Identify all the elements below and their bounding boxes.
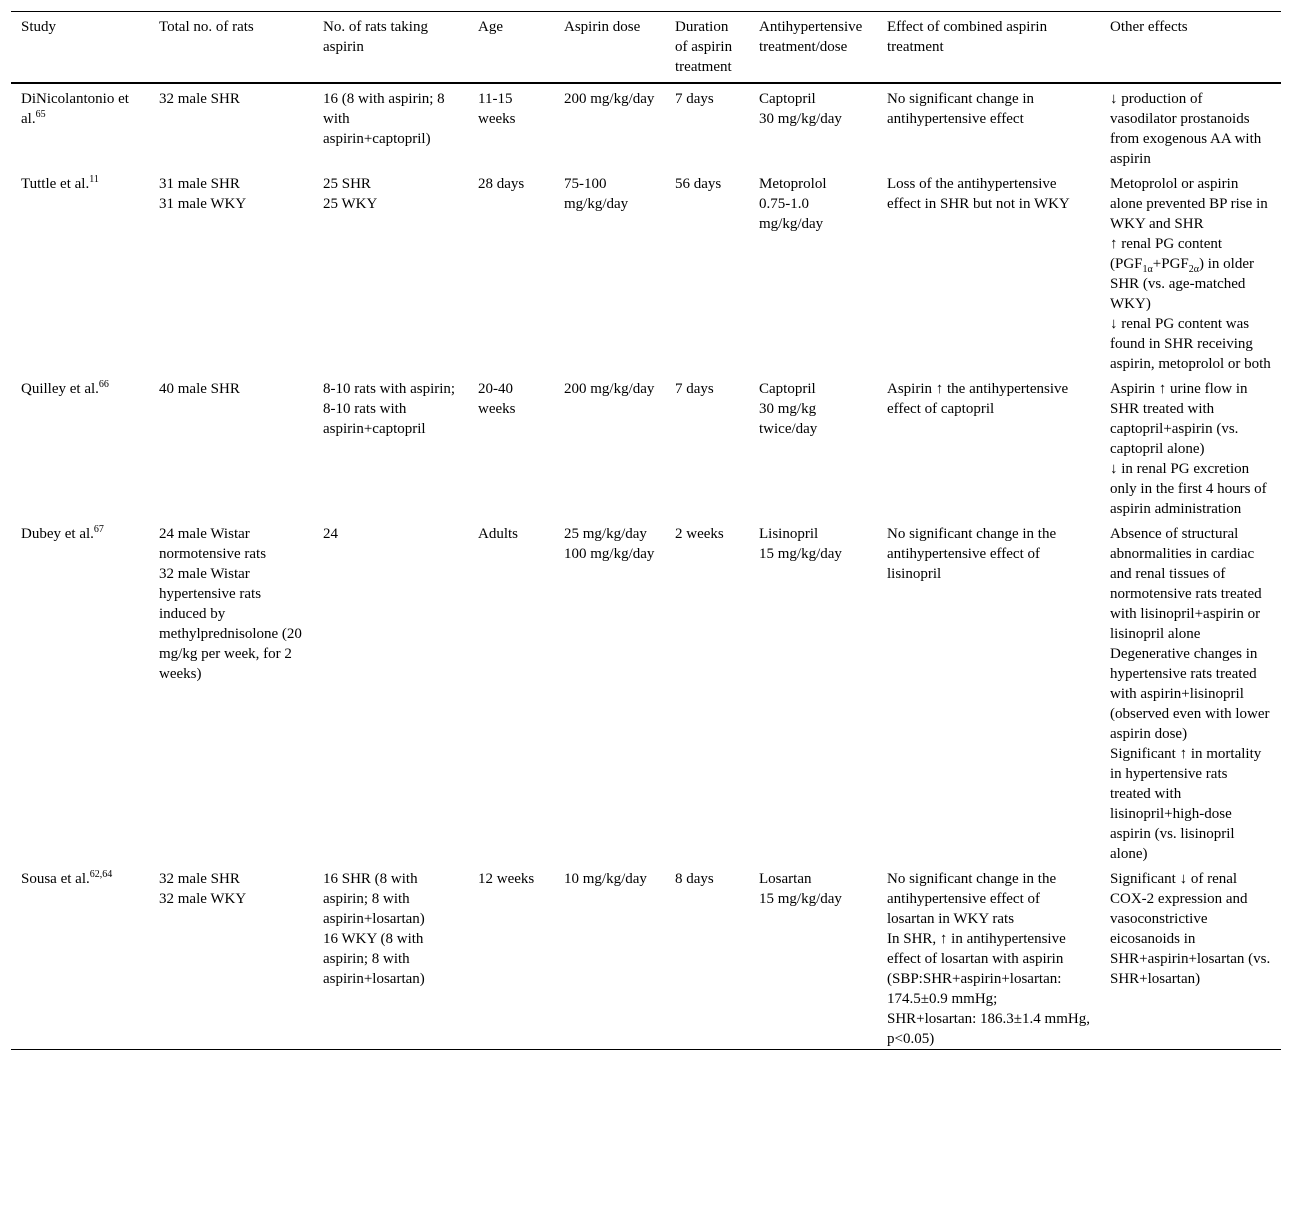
- cell-study: [11, 83, 149, 169]
- cell-antihypertensive: [749, 83, 877, 169]
- cell-study: [11, 374, 149, 519]
- cell-duration: 7 days: [675, 91, 714, 107]
- effect-line: No significant change in the antihypertensive effect of lisinopril: [887, 526, 1057, 582]
- rats-aspirin-line: 25 SHR: [323, 176, 371, 192]
- header-rats-aspirin: No. of rats taking aspirin: [323, 19, 428, 55]
- other-effect-line: ↓ in renal PG excretion only in the first 4 hours of aspirin administration: [1110, 461, 1267, 517]
- total-rats-line: 24 male Wistar normotensive rats: [159, 526, 267, 562]
- cell-antihypertensive: [749, 519, 877, 864]
- cell-effect: [877, 519, 1100, 864]
- rats-aspirin-line: 16 SHR (8 with aspirin; 8 with aspirin+losartan): [323, 871, 425, 927]
- subscript: 2α: [1188, 264, 1199, 275]
- cell-dose: [554, 169, 665, 374]
- rats-aspirin-line: 16 WKY (8 with aspirin; 8 with aspirin+losartan): [323, 931, 425, 987]
- drug-dose: 15 mg/kg/day: [759, 546, 842, 562]
- reference-number: 65: [35, 109, 46, 120]
- cell-study: [11, 864, 149, 1050]
- cell-total-rats: [149, 374, 313, 519]
- other-effect-line: Aspirin ↑ urine flow in SHR treated with captopril+aspirin (vs. captopril alone): [1110, 381, 1248, 457]
- reference-number: 67: [93, 524, 104, 535]
- table-container: [11, 11, 1281, 1050]
- total-rats-line: 31 male SHR: [159, 176, 240, 192]
- cell-dose: [554, 864, 665, 1050]
- total-rats-line: 32 male SHR: [159, 91, 240, 107]
- text-fragment: +PGF: [1152, 256, 1189, 272]
- drug-dose: 30 mg/kg twice/day: [759, 401, 818, 437]
- cell-effect: [877, 864, 1100, 1050]
- other-effect-line: Degenerative changes in hypertensive rats treated with aspirin+lisinopril (observed even with lower aspirin dose): [1110, 646, 1270, 742]
- other-effect-line: ↓ production of vasodilator prostanoids from exogenous AA with aspirin: [1110, 91, 1262, 167]
- cell-age: 20-40 weeks: [478, 381, 516, 417]
- dose-line: 25 mg/kg/day: [564, 526, 647, 542]
- other-effect-line: Significant ↑ in mortality in hypertensive rats treated with lisinopril+high-dose aspirin (vs. lisinopril alone): [1110, 746, 1262, 862]
- total-rats-line: 31 male WKY: [159, 196, 247, 212]
- cell-effect: [877, 169, 1100, 374]
- cell-total-rats: [149, 169, 313, 374]
- header-row: [11, 12, 1281, 84]
- study-name: Dubey et al.: [21, 526, 94, 542]
- study-name: Quilley et al.: [21, 381, 99, 397]
- table-row: [11, 864, 1281, 1050]
- rats-aspirin-line: 8-10 rats with aspirin; 8-10 rats with aspirin+captopril: [323, 381, 456, 437]
- reference-number: 66: [98, 379, 109, 390]
- dose-line: 200 mg/kg/day: [564, 381, 655, 397]
- cell-age: Adults: [478, 526, 519, 542]
- cell-total-rats: [149, 83, 313, 169]
- table-body: [11, 83, 1281, 1050]
- header-effect: Effect of combined aspirin treatment: [887, 19, 1048, 55]
- rats-aspirin-line: 16 (8 with aspirin; 8 with aspirin+captopril): [323, 91, 445, 147]
- study-name: DiNicolantonio et al.: [21, 91, 129, 127]
- cell-effect: [877, 374, 1100, 519]
- study-name: Tuttle et al.: [21, 176, 90, 192]
- header-study: Study: [21, 19, 57, 35]
- effect-line: No significant change in antihypertensive effect: [887, 91, 1035, 127]
- drug-name: Metoprolol: [759, 176, 827, 192]
- table-row: [11, 169, 1281, 374]
- cell-dose: [554, 374, 665, 519]
- cell-age: 12 weeks: [478, 871, 535, 887]
- cell-age: 11-15 weeks: [478, 91, 516, 127]
- cell-antihypertensive: [749, 864, 877, 1050]
- other-effect-line: ↓ renal PG content was found in SHR receiving aspirin, metoprolol or both: [1110, 316, 1271, 372]
- cell-dose: [554, 83, 665, 169]
- dose-line: 10 mg/kg/day: [564, 871, 647, 887]
- cell-study: [11, 519, 149, 864]
- header-antihypertensive: Antihypertensive treatment/dose: [759, 19, 863, 55]
- header-age: Age: [478, 19, 503, 35]
- rats-aspirin-line: 24: [323, 526, 338, 542]
- cell-rats-aspirin: [313, 864, 468, 1050]
- header-duration: Duration of aspirin treatment: [675, 19, 733, 75]
- other-effect-line: Absence of structural abnormalities in cardiac and renal tissues of normotensive rats treated with lisinopril+aspirin or lisinopril alone: [1110, 526, 1262, 642]
- cell-total-rats: [149, 864, 313, 1050]
- cell-rats-aspirin: [313, 169, 468, 374]
- subscript: 1α: [1142, 264, 1153, 275]
- cell-duration: 7 days: [675, 381, 714, 397]
- cell-rats-aspirin: [313, 374, 468, 519]
- reference-number: 11: [89, 174, 99, 185]
- cell-other-effects: [1100, 374, 1281, 519]
- cell-total-rats: [149, 519, 313, 864]
- cell-other-effects: [1100, 864, 1281, 1050]
- cell-rats-aspirin: [313, 83, 468, 169]
- effect-line: In SHR, ↑ in antihypertensive effect of losartan with aspirin (SBP:SHR+aspirin+losartan: 174.5±0.9 mmHg; SHR+losartan: 186.3±1.4 mmHg, p<0.05): [887, 931, 1090, 1047]
- text-fragment: ↑ renal PG content (PGF: [1110, 236, 1223, 272]
- table-row: [11, 374, 1281, 519]
- drug-name: Losartan: [759, 871, 812, 887]
- header-total-rats: Total no. of rats: [159, 19, 254, 35]
- other-effect-line: Significant ↓ of renal COX-2 expression and vasoconstrictive eicosanoids in SHR+aspirin+losartan (vs. SHR+losartan): [1110, 871, 1271, 987]
- effect-line: No significant change in the antihypertensive effect of losartan in WKY rats: [887, 871, 1057, 927]
- cell-study: [11, 169, 149, 374]
- drug-name: Lisinopril: [759, 526, 819, 542]
- study-name: Sousa et al.: [21, 871, 90, 887]
- cell-other-effects: [1100, 519, 1281, 864]
- cell-other-effects: [1100, 169, 1281, 374]
- total-rats-line: 32 male SHR: [159, 871, 240, 887]
- effect-line: Loss of the antihypertensive effect in SHR but not in WKY: [887, 176, 1070, 212]
- table-row: [11, 519, 1281, 864]
- dose-line: 200 mg/kg/day: [564, 91, 655, 107]
- dose-line: 75-100 mg/kg/day: [564, 176, 629, 212]
- table-row: [11, 83, 1281, 169]
- total-rats-line: 32 male WKY: [159, 891, 247, 907]
- drug-dose: 30 mg/kg/day: [759, 111, 842, 127]
- cell-rats-aspirin: [313, 519, 468, 864]
- cell-other-effects: [1100, 83, 1281, 169]
- drug-name: Captopril: [759, 381, 816, 397]
- rats-aspirin-line: 25 WKY: [323, 196, 378, 212]
- table-header: [11, 12, 1281, 84]
- total-rats-line: 40 male SHR: [159, 381, 240, 397]
- aspirin-studies-table: [11, 11, 1281, 1050]
- header-aspirin-dose: Aspirin dose: [564, 19, 641, 35]
- other-effect-line: [1110, 234, 1271, 314]
- cell-duration: 56 days: [675, 176, 722, 192]
- cell-antihypertensive: [749, 374, 877, 519]
- drug-name: Captopril: [759, 91, 816, 107]
- cell-age: 28 days: [478, 176, 525, 192]
- reference-number: 62,64: [89, 869, 113, 880]
- drug-dose: 0.75-1.0 mg/kg/day: [759, 196, 824, 232]
- cell-dose: [554, 519, 665, 864]
- cell-duration: 2 weeks: [675, 526, 724, 542]
- text-fragment: ) in older SHR (vs. age-matched WKY): [1110, 256, 1254, 312]
- header-other-effects: Other effects: [1110, 19, 1188, 35]
- total-rats-line: 32 male Wistar hypertensive rats induced by methylprednisolone (20 mg/kg per week, for 2 weeks): [159, 566, 302, 682]
- dose-line: 100 mg/kg/day: [564, 546, 655, 562]
- cell-antihypertensive: [749, 169, 877, 374]
- other-effect-line: Metoprolol or aspirin alone prevented BP rise in WKY and SHR: [1110, 176, 1268, 232]
- cell-effect: [877, 83, 1100, 169]
- cell-duration: 8 days: [675, 871, 714, 887]
- drug-dose: 15 mg/kg/day: [759, 891, 842, 907]
- effect-line: Aspirin ↑ the antihypertensive effect of captopril: [887, 381, 1069, 417]
